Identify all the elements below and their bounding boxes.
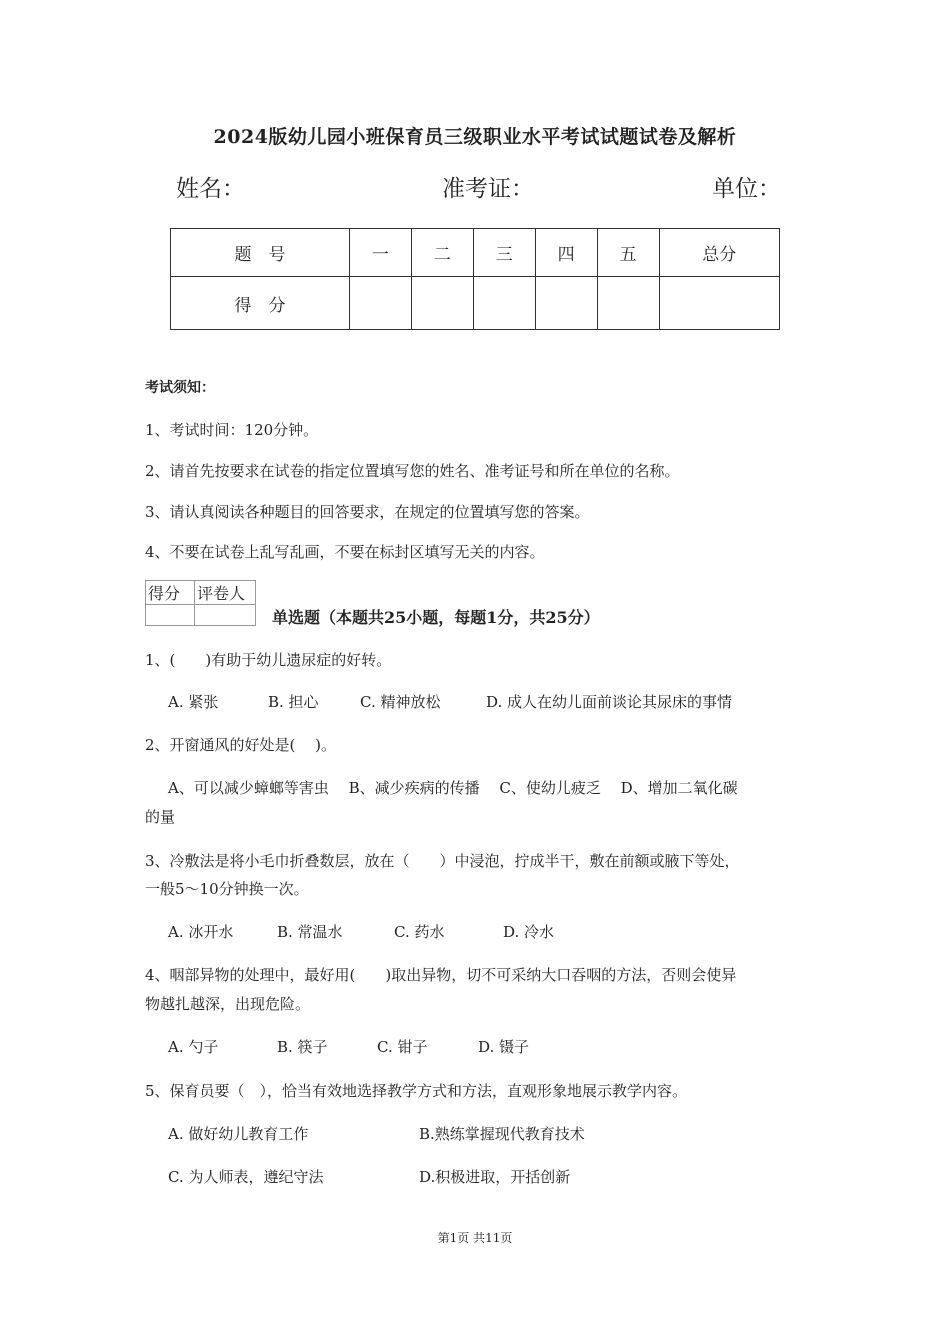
score-header-cell: 总分 — [659, 229, 779, 277]
score-header-cell: 题 号 — [171, 229, 350, 277]
grader-name-cell[interactable] — [195, 605, 256, 626]
score-cell[interactable] — [597, 277, 659, 330]
question-stem: 4、咽部异物的处理中，最好用( )取出异物，切不可采纳大口吞咽的方法，否则会使异 — [145, 966, 737, 984]
notice-item: 3、请认真阅读各种题目的回答要求，在规定的位置填写您的答案。 — [145, 503, 590, 521]
notice-title: 考试须知： — [145, 380, 215, 396]
notice-item: 1、考试时间：120分钟。 — [145, 421, 319, 439]
option-a: A. 冰开水 — [168, 923, 234, 941]
score-cell[interactable] — [659, 277, 779, 330]
option-a: A. 勺子 — [168, 1038, 219, 1056]
notice-item: 4、不要在试卷上乱写乱画，不要在标封区填写无关的内容。 — [145, 543, 545, 561]
option-a: A. 做好幼儿教育工作 — [168, 1125, 309, 1143]
option-d: D. 镊子 — [478, 1038, 530, 1056]
score-table-score-row — [171, 277, 780, 330]
unit-label: 单位： — [712, 176, 781, 202]
option-b: B.熟练掌握现代教育技术 — [419, 1125, 585, 1143]
score-row-label: 得 分 — [171, 277, 350, 330]
exam-id-label: 准考证： — [442, 176, 534, 202]
option-a: A. 紧张 — [168, 693, 219, 711]
question-stem: 物越扎越深，出现危险。 — [145, 995, 311, 1013]
score-cell[interactable] — [411, 277, 473, 330]
grader-score-cell[interactable] — [146, 605, 195, 626]
page-footer: 第1页 共11页 — [437, 1231, 513, 1245]
page-title: 2024版幼儿园小班保育员三级职业水平考试试题试卷及解析 — [213, 126, 737, 148]
question-stem: 1、( )有助于幼儿遗尿症的好转。 — [145, 651, 392, 669]
score-header-cell: 一 — [349, 229, 411, 277]
score-cell[interactable] — [473, 277, 535, 330]
score-header-cell: 五 — [597, 229, 659, 277]
grader-name-label: 评卷人 — [195, 581, 256, 605]
score-table-header-row — [171, 229, 780, 277]
score-cell[interactable] — [535, 277, 597, 330]
notice-item: 2、请首先按要求在试卷的指定位置填写您的姓名、准考证号和所在单位的名称。 — [145, 462, 680, 480]
name-label: 姓名： — [176, 176, 245, 202]
score-cell[interactable] — [349, 277, 411, 330]
question-stem: 一般5～10分钟换一次。 — [145, 880, 309, 898]
score-header-cell: 二 — [411, 229, 473, 277]
option-d: D.积极进取，开括创新 — [419, 1168, 571, 1186]
grader-box — [145, 580, 256, 626]
option-b: B. 常温水 — [277, 923, 343, 941]
score-header-cell: 四 — [535, 229, 597, 277]
option-c: C. 精神放松 — [360, 693, 441, 711]
option-c: C. 药水 — [394, 923, 445, 941]
score-header-cell: 三 — [473, 229, 535, 277]
score-table — [170, 228, 780, 330]
option-c: C. 钳子 — [377, 1038, 428, 1056]
question-stem: 2、开窗通风的好处是( )。 — [145, 736, 337, 754]
section-title: 单选题（本题共25小题，每题1分，共25分） — [272, 608, 600, 627]
grader-score-label: 得分 — [146, 581, 195, 605]
options-line: 的量 — [145, 808, 176, 826]
option-b: B. 担心 — [268, 693, 319, 711]
question-stem: 3、冷敷法是将小毛巾折叠数层，放在（ ）中浸泡，拧成半干，敷在前额或腋下等处， — [145, 852, 740, 870]
question-stem: 5、保育员要（ ），恰当有效地选择教学方式和方法，直观形象地展示教学内容。 — [145, 1082, 688, 1100]
options-line: A、可以减少蟑螂等害虫 B、减少疾病的传播 C、使幼儿疲乏 D、增加二氧化碳 — [168, 779, 738, 797]
option-d: D. 冷水 — [503, 923, 555, 941]
option-c: C. 为人师表，遵纪守法 — [168, 1168, 324, 1186]
option-b: B. 筷子 — [277, 1038, 328, 1056]
option-d: D. 成人在幼儿面前谈论其尿床的事情 — [486, 693, 733, 711]
